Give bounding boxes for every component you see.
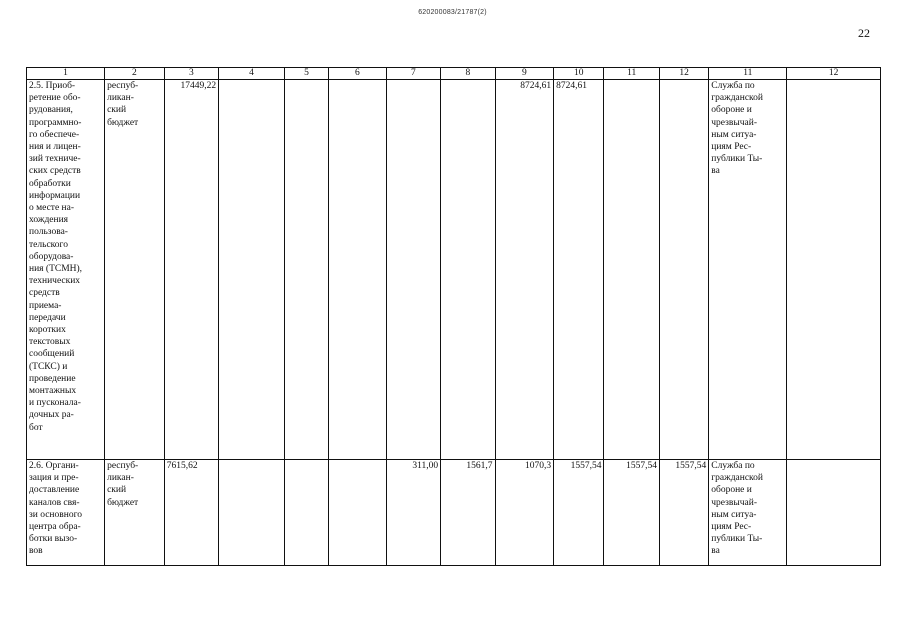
value-cell bbox=[659, 80, 708, 460]
column-header: 12 bbox=[659, 68, 708, 80]
funding-source-text: респуб- ликан- ский бюджет bbox=[107, 81, 139, 128]
column-number-row bbox=[27, 68, 881, 80]
column-header: 2 bbox=[105, 68, 165, 80]
column-header: 12 bbox=[787, 68, 881, 80]
column-header: 4 bbox=[219, 68, 285, 80]
item-description bbox=[27, 80, 105, 460]
column-header: 11 bbox=[604, 68, 659, 80]
column-header: 5 bbox=[284, 68, 328, 80]
value-cell: 1070,3 bbox=[495, 460, 554, 566]
funding-source-text: респуб- ликан- ский бюджет bbox=[107, 461, 139, 508]
page-number: 22 bbox=[858, 26, 870, 40]
value-cell bbox=[219, 460, 285, 566]
value-cell: 311,00 bbox=[386, 460, 440, 566]
document-code: 620200083/21787(2) bbox=[418, 9, 487, 16]
table-row bbox=[27, 80, 881, 460]
program-table bbox=[26, 67, 881, 566]
value-cell bbox=[284, 80, 328, 460]
value-cell: 1557,54 bbox=[554, 460, 604, 566]
column-header: 11 bbox=[709, 68, 787, 80]
value-cell bbox=[284, 460, 328, 566]
funding-source bbox=[105, 460, 165, 566]
column-header: 3 bbox=[164, 68, 218, 80]
item-description bbox=[27, 460, 105, 566]
value-cell: 8724,61 bbox=[554, 80, 604, 460]
column-header: 6 bbox=[329, 68, 387, 80]
value-cell bbox=[329, 460, 387, 566]
value-cell bbox=[219, 80, 285, 460]
column-header: 7 bbox=[386, 68, 440, 80]
value-cell: 1561,7 bbox=[441, 460, 495, 566]
item-description-text: 2.5. Приоб- ретение обо- рудования, программно- го обеспече- ния и лицен- зий техниче- ских средств обработки информации о месте на- хождения пользова- тельского оборудова- ния (ТСМН), технических средств приема- передачи коротких текстовых сообщений (ТСКС) и проведение монтажных и пусконала- дочных ра- бот bbox=[29, 81, 83, 433]
value-cell: 1557,54 bbox=[604, 460, 659, 566]
item-description-text: 2.6. Органи- зация и пре- доставление каналов свя- зи основного центра обра- ботки вызо- вов bbox=[29, 461, 82, 557]
executor-text: Служба по гражданской обороне и чрезвычай- ным ситуа- циям Рес- публики Ты- ва bbox=[711, 81, 764, 177]
total-value: 17449,22 bbox=[164, 80, 218, 460]
column-header: 1 bbox=[27, 68, 105, 80]
table-row bbox=[27, 460, 881, 566]
total-value: 7615,62 bbox=[164, 460, 218, 566]
column-header: 10 bbox=[554, 68, 604, 80]
column-header: 9 bbox=[495, 68, 554, 80]
value-cell: 1557,54 bbox=[659, 460, 708, 566]
value-cell bbox=[329, 80, 387, 460]
empty-cell bbox=[787, 80, 881, 460]
empty-cell bbox=[787, 460, 881, 566]
value-cell bbox=[441, 80, 495, 460]
column-header: 8 bbox=[441, 68, 495, 80]
executor-text: Служба по гражданской обороне и чрезвычай- ным ситуа- циям Рес- публики Ты- ва bbox=[711, 461, 764, 557]
value-cell bbox=[386, 80, 440, 460]
value-cell bbox=[604, 80, 659, 460]
funding-source bbox=[105, 80, 165, 460]
executor bbox=[709, 460, 787, 566]
value-cell: 8724,61 bbox=[495, 80, 554, 460]
executor bbox=[709, 80, 787, 460]
